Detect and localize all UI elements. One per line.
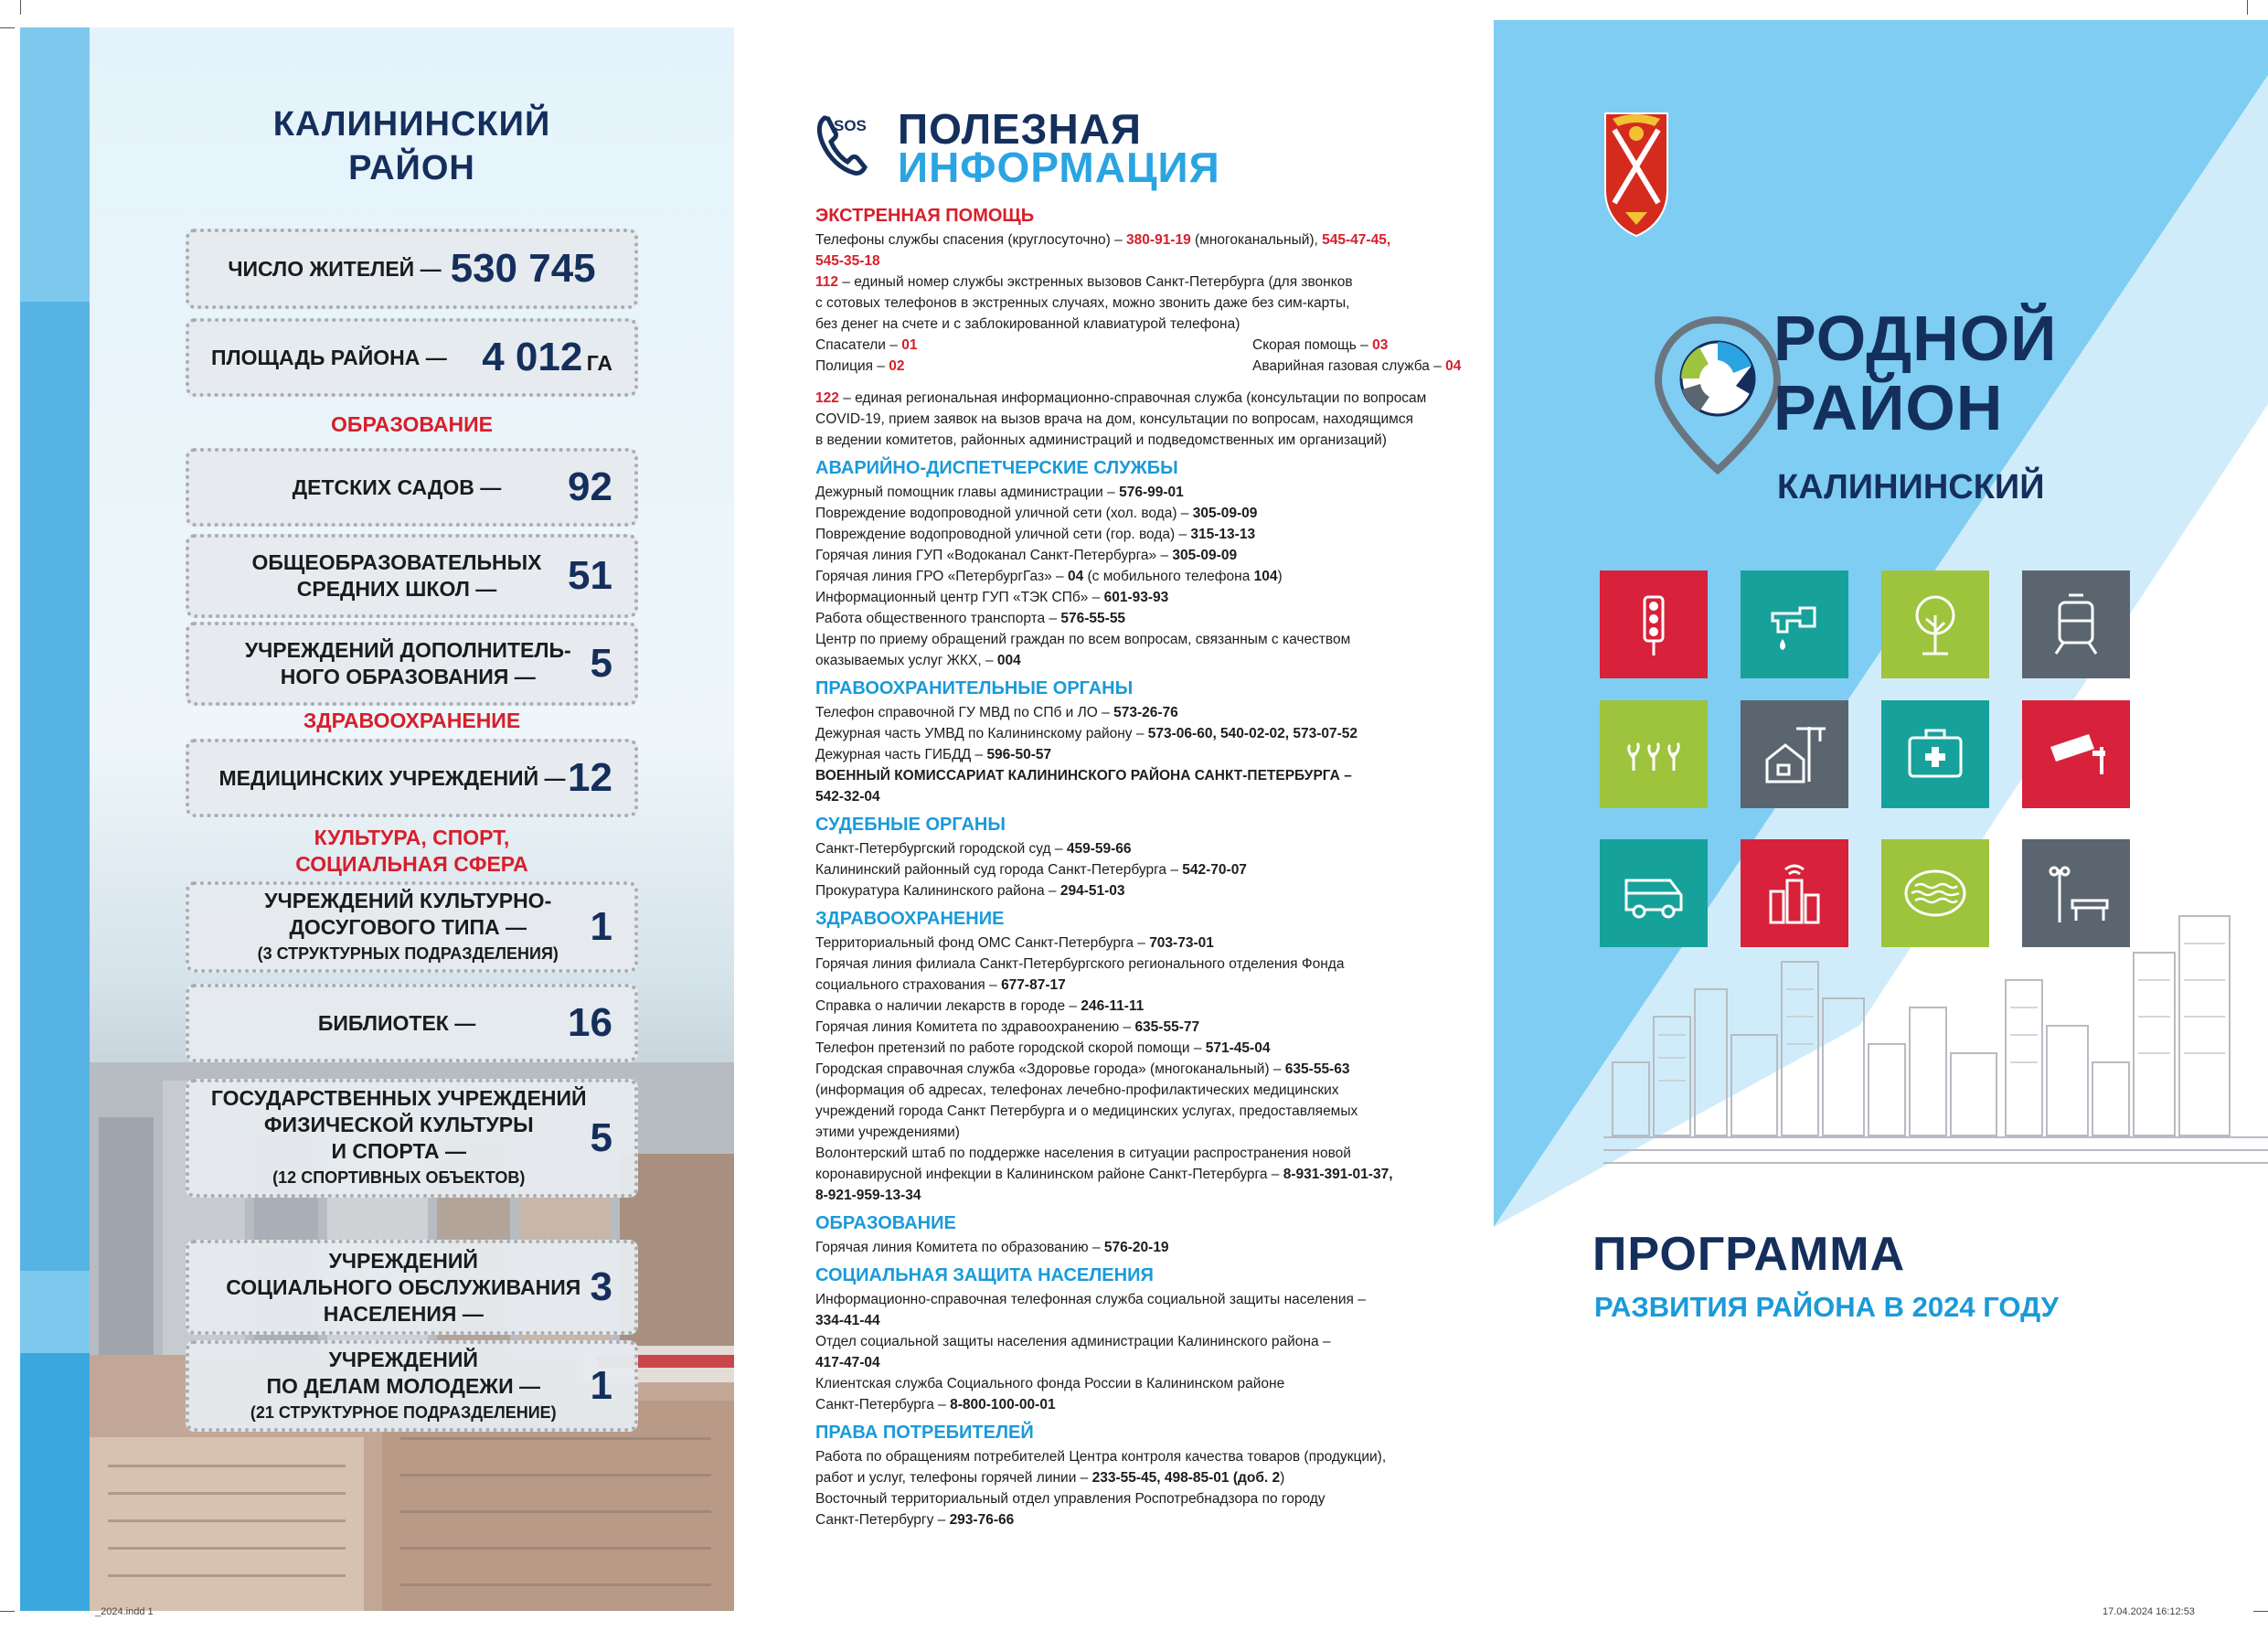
stat-extra-education xyxy=(186,622,638,706)
stat-value: 12 xyxy=(568,755,612,800)
stat-label: МЕДИЦИНСКИХ УЧРЕЖДЕНИЙ — xyxy=(218,765,566,790)
security-camera-icon xyxy=(2041,720,2111,789)
info-block: Информационно-справочная телефонная служба социальной защиты населения – 334-41-44 Отдел социальной защиты населения администрации Калининского района – 417-47-04 Клиентская служба Социального фонда России в Калининском районе Санкт-Петербурга – 8-800-100-00-01 xyxy=(815,1292,1366,1412)
program-title: ПРОГРАММА xyxy=(1592,1228,1906,1281)
cover-background xyxy=(1494,20,2268,1611)
stat-value: 5 xyxy=(590,1115,612,1160)
stat-label: БИБЛИОТЕК — xyxy=(317,1010,476,1035)
stat-value: 3 xyxy=(590,1264,612,1309)
stat-kindergartens xyxy=(186,448,638,527)
stat-label: ПЛОЩАДЬ РАЙОНА — xyxy=(211,345,447,369)
section-heading: АВАРИЙНО-ДИСПЕТЧЕРСКИЕ СЛУЖБЫ xyxy=(815,458,1178,478)
category-tile xyxy=(1600,700,1708,808)
stat-medical xyxy=(186,739,638,817)
info-block: Территориальный фонд ОМС Санкт-Петербурга – 703-73-01 Горячая линия филиала Санкт-Петербургского регионального отделения Фонда социального страхования – 677-87-17 Справка о наличии лекарств в городе – 246-11-11 Горячая линия Комитета по здравоохранению – 635-55-77 Телефон претензий по работе городской скорой помощи – 571-45-04 Городская справочная служба «Здоровье города» (многоканальный) – 635-55-63 (информация об адресах, телефонах лечебно-профилактических медицинских учреждений города Санкт Петербурга и о медицинских услугах, предоставляемых этими учреждениями) Волонтерский штаб по поддержке населения в ситуации распространения новой коронавирусной инфекции в Калининском районе Санкт-Петербурга – 8-931-391-01-37, 8-921-959-13-34 xyxy=(815,935,1393,1203)
stat-social xyxy=(186,1240,638,1335)
stat-label: ГОСУДАРСТВЕННЫХ УЧРЕЖДЕНИЙ ФИЗИЧЕСКОЙ КУЛЬТУРЫ И СПОРТА — (12 СПОРТИВНЫХ ОБЪЕКТОВ) xyxy=(210,1086,587,1187)
info-line: Спасатели – 01 Скорая помощь – 03 xyxy=(815,337,1389,353)
info-line: Телефоны службы спасения (круглосуточно) – 380-91-19 (многоканальный), 545-47-45, 545-35-18 xyxy=(815,232,1391,269)
cover-subtitle: КАЛИНИНСКИЙ xyxy=(1777,468,2045,506)
section-heading: ЗДРАВООХРАНЕНИЕ xyxy=(815,909,1005,929)
stat-value: 4 012 xyxy=(482,335,583,379)
coat-of-arms-icon xyxy=(1600,112,1673,249)
stat-unit: ГА xyxy=(586,351,612,375)
first-aid-kit-icon xyxy=(1901,720,1970,789)
category-tile xyxy=(1741,700,1848,808)
category-tile xyxy=(1881,570,1989,678)
crop-mark xyxy=(20,0,21,15)
category-tile xyxy=(2022,700,2130,808)
stat-value: 51 xyxy=(568,553,612,598)
stat-label: УЧРЕЖДЕНИЙ СОЦИАЛЬНОГО ОБСЛУЖИВАНИЯ НАСЕЛЕНИЯ — xyxy=(226,1248,581,1326)
traffic-light-icon xyxy=(1619,590,1688,659)
stat-label: УЧРЕЖДЕНИЙ ПО ДЕЛАМ МОЛОДЕЖИ — (21 СТРУКТУРНОЕ ПОДРАЗДЕЛЕНИЕ) xyxy=(250,1347,557,1422)
crop-mark xyxy=(0,1611,15,1612)
stat-sport xyxy=(186,1079,638,1198)
stat-label: ОБЩЕОБРАЗОВАТЕЛЬНЫХ СРЕДНИХ ШКОЛ — xyxy=(251,550,542,601)
section-heading: СОЦИАЛЬНАЯ ЗАЩИТА НАСЕЛЕНИЯ xyxy=(815,1265,1154,1285)
tree-icon xyxy=(1901,590,1970,659)
category-tile xyxy=(1881,700,1989,808)
stat-value: 1 xyxy=(590,904,612,949)
sprouts-icon xyxy=(1619,720,1688,789)
location-pin-logo-icon xyxy=(1649,313,1786,477)
info-block: Работа по обращениям потребителей Центра контроля качества товаров (продукции), работ и услуг, телефоны горячей линии – 233-55-45, 498-85-01 (доб. 2) Восточный территориальный отдел управления Роспотребнадзора по городу Санкт-Петербургу – 293-76-66 xyxy=(815,1449,1387,1528)
stat-youth xyxy=(186,1340,638,1432)
stat-label: УЧРЕЖДЕНИЙ КУЛЬТУРНО- ДОСУГОВОГО ТИПА — (3 СТРУКТУРНЫХ ПОДРАЗДЕЛЕНИЯ) xyxy=(257,888,559,963)
left-blue-strip xyxy=(20,27,90,1611)
district-title: КАЛИНИНСКИЙ РАЙОН xyxy=(272,105,551,187)
useful-info-body xyxy=(815,204,1492,1530)
section-heading-culture: КУЛЬТУРА, СПОРТ, СОЦИАЛЬНАЯ СФЕРА xyxy=(295,826,528,876)
tram-icon xyxy=(2041,590,2111,659)
cover-title: РОДНОЙ РАЙОН xyxy=(1773,303,2058,443)
stat-label: ДЕТСКИХ САДОВ — xyxy=(292,474,502,499)
category-tile xyxy=(1600,570,1708,678)
crop-mark xyxy=(0,27,15,28)
stat-area xyxy=(186,318,638,397)
stat-label: УЧРЕЖДЕНИЙ ДОПОЛНИТЕЛЬ- НОГО ОБРАЗОВАНИЯ — xyxy=(244,638,571,688)
construction-house-icon xyxy=(1760,720,1829,789)
stat-value: 92 xyxy=(568,464,612,509)
stat-label: ЧИСЛО ЖИТЕЛЕЙ — xyxy=(228,256,442,281)
crop-mark xyxy=(2253,1611,2268,1612)
info-block: Дежурный помощник главы администрации – 576-99-01 Повреждение водопроводной уличной сети (хол. вода) – 305-09-09 Повреждение водопроводной уличной сети (гор. вода) – 315-13-13 Горячая линия ГУП «Водоканал Санкт-Петербурга» – 305-09-09 Горячая линия ГРО «ПетербургГаз» – 04 (с мобильного телефона 104) Информационный центр ГУП «ТЭК СПб» – 601-93-93 Работа общественного транспорта – 576-55-55 Центр по приему обращений граждан по всем вопросам, связанным с качеством оказываемых услуг ЖКХ, – 004 xyxy=(815,485,1351,668)
info-block: Телефон справочной ГУ МВД по СПб и ЛО – 573-26-76 Дежурная часть УМВД по Калининскому району – 573-06-60, 540-02-02, 573-07-52 Дежурная часть ГИБДД – 596-50-57 ВОЕННЫЙ КОМИССАРИАТ КАЛИНИНСКОГО РАЙОНА САНКТ-ПЕТЕРБУРГА – 542-32-04 xyxy=(815,705,1358,805)
info-block: Санкт-Петербургский городской суд – 459-59-66 Калининский районный суд города Санкт-Петербурга – 542-70-07 Прокуратура Калининского района – 294-51-03 xyxy=(815,841,1247,899)
stat-culture xyxy=(186,881,638,973)
cover-panel xyxy=(1494,20,2268,1611)
info-line: 112 – единый номер службы экстренных вызовов Санкт-Петербурга (для звонков с сотовых телефонов в экстренных случаях, можно звонить даже без сим-карты, без денег на счете и с заблокированной клавиатурой телефона) xyxy=(815,274,1353,332)
print-slug-left: _2024.indd 1 xyxy=(95,1606,154,1617)
water-tap-icon xyxy=(1760,590,1829,659)
stat-value: 530 745 xyxy=(450,246,596,291)
stat-libraries xyxy=(186,984,638,1062)
svg-text:SOS: SOS xyxy=(834,117,867,134)
category-tile xyxy=(2022,570,2130,678)
info-line: 122 – единая региональная информационно-справочная служба (консультации по вопросам COVID-19, прием заявок на вызов врача на дом, консультации по вопросам, находящимся в ведении комитетов, районных администраций и подведомственных им организаций) xyxy=(815,390,1427,448)
info-block: Горячая линия Комитета по образованию – 576-20-19 xyxy=(815,1240,1169,1255)
useful-info-title-line2: ИНФОРМАЦИЯ xyxy=(898,144,1220,191)
sos-phone-icon xyxy=(815,112,870,178)
section-heading: ПРАВА ПОТРЕБИТЕЛЕЙ xyxy=(815,1423,1034,1443)
stat-value: 16 xyxy=(568,1000,612,1045)
crop-mark xyxy=(2247,0,2248,15)
useful-info-title-line1: ПОЛЕЗНАЯ xyxy=(898,105,1142,153)
section-heading: ЭКСТРЕННАЯ ПОМОЩЬ xyxy=(815,206,1035,226)
stat-value: 5 xyxy=(590,641,612,686)
section-heading-health: ЗДРАВООХРАНЕНИЕ xyxy=(303,709,521,732)
section-heading: СУДЕБНЫЕ ОРГАНЫ xyxy=(815,815,1006,835)
program-subtitle: РАЗВИТИЯ РАЙОНА В 2024 ГОДУ xyxy=(1594,1291,2059,1323)
stat-schools xyxy=(186,534,638,618)
section-heading: ПРАВООХРАНИТЕЛЬНЫЕ ОРГАНЫ xyxy=(815,678,1134,698)
print-slug-right: 17.04.2024 16:12:53 xyxy=(2103,1606,2195,1617)
section-heading: ОБРАЗОВАНИЕ xyxy=(815,1213,956,1233)
city-skyline-illustration xyxy=(1603,898,2268,1172)
stat-value: 1 xyxy=(590,1363,612,1408)
section-heading-education: ОБРАЗОВАНИЕ xyxy=(331,412,493,436)
category-tile xyxy=(1741,570,1848,678)
info-line: Полиция – 02 Аварийная газовая служба – 04 xyxy=(815,358,1462,374)
stat-population xyxy=(186,229,638,309)
